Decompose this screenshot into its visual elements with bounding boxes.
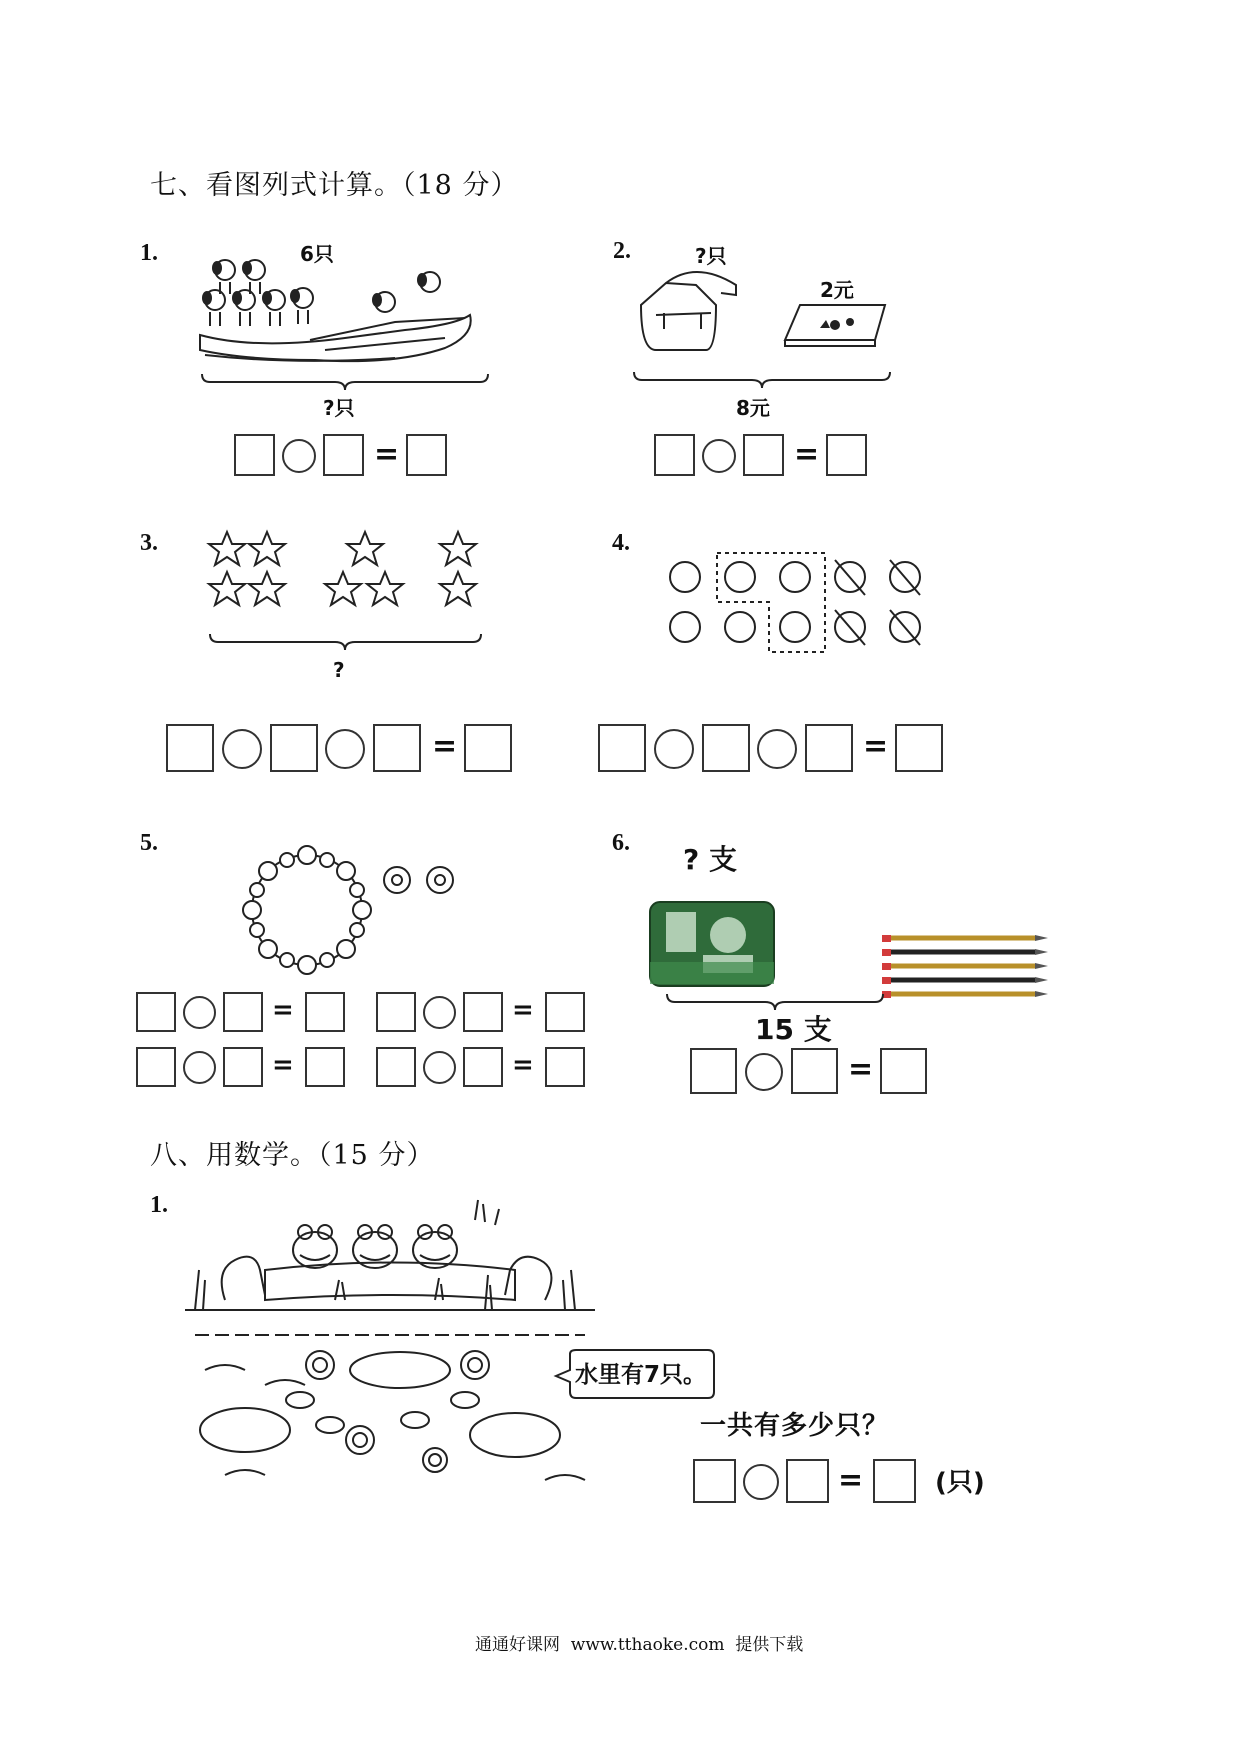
s8-q1-operand-box-1[interactable] — [693, 1459, 736, 1503]
section-8-title: 八、用数学。（15 分） — [150, 1140, 435, 1171]
q5-eq2-operand-box-1[interactable] — [376, 992, 416, 1032]
q5-eq3-operand-box-2[interactable] — [223, 1047, 263, 1087]
q2-equals-sign: = — [794, 437, 820, 472]
circles-illustration — [665, 545, 935, 655]
frogs-pond-illustration — [185, 1200, 605, 1490]
question-3-bottom-label: ? — [333, 658, 345, 682]
q5-eq2-equals-sign: = — [512, 995, 534, 1025]
question-2-eraser-label: 2元 — [820, 278, 854, 302]
q5-eq2-operator-circle[interactable] — [423, 996, 456, 1029]
q4-operand-box-2[interactable] — [702, 724, 750, 772]
question-1-brace — [200, 372, 490, 392]
dogs-boat-illustration — [195, 260, 485, 370]
q5-eq1-operand-box-2[interactable] — [223, 992, 263, 1032]
question-2-brace — [632, 370, 892, 392]
eraser-icon — [780, 300, 890, 350]
s8-q1-operand-box-2[interactable] — [786, 1459, 829, 1503]
q2-operand-box-2[interactable] — [743, 434, 784, 476]
question-3-brace — [208, 632, 483, 654]
q6-operand-box-2[interactable] — [791, 1048, 838, 1094]
speech-bubble-text: 水里有7只。 — [575, 1362, 707, 1388]
section-7-title: 七、看图列式计算。（18 分） — [150, 170, 519, 201]
q5-eq1-result-box[interactable] — [305, 992, 345, 1032]
q4-operator-circle-2[interactable] — [757, 729, 797, 769]
s8-q1-equals-sign: = — [838, 1463, 864, 1498]
q2-operator-circle[interactable] — [702, 439, 736, 473]
question-1-top-label: 6只 — [300, 242, 334, 266]
question-1-number: 1. — [140, 240, 158, 266]
q2-operand-box-1[interactable] — [654, 434, 695, 476]
q3-operator-circle-1[interactable] — [222, 729, 262, 769]
school-bag-icon — [636, 265, 746, 355]
q5-eq3-operand-box-1[interactable] — [136, 1047, 176, 1087]
q5-eq2-operand-box-2[interactable] — [463, 992, 503, 1032]
q6-equals-sign: = — [848, 1052, 874, 1087]
question-2-number: 2. — [613, 238, 631, 264]
q5-eq3-equals-sign: = — [272, 1050, 294, 1080]
question-5-number: 5. — [140, 830, 158, 856]
stars-illustration — [205, 528, 485, 608]
q3-operand-box-1[interactable] — [166, 724, 214, 772]
q3-result-box[interactable] — [464, 724, 512, 772]
question-3-number: 3. — [140, 530, 158, 556]
q1-equals-sign: = — [374, 437, 400, 472]
q6-result-box[interactable] — [880, 1048, 927, 1094]
s8-q1-result-box[interactable] — [873, 1459, 916, 1503]
question-1-bottom-label: ?只 — [323, 396, 355, 420]
q4-operand-box-1[interactable] — [598, 724, 646, 772]
s8-q1-unit-label: (只) — [935, 1468, 985, 1498]
q5-eq1-equals-sign: = — [272, 995, 294, 1025]
q3-equals-sign: = — [432, 729, 458, 764]
q5-eq3-result-box[interactable] — [305, 1047, 345, 1087]
q6-operand-box-1[interactable] — [690, 1048, 737, 1094]
q5-eq2-result-box[interactable] — [545, 992, 585, 1032]
question-6-number: 6. — [612, 830, 630, 856]
q4-operator-circle-1[interactable] — [654, 729, 694, 769]
question-2-bag-label: ?只 — [695, 244, 727, 268]
footer-text: 通通好课网 www.tthaoke.com 提供下载 — [475, 1635, 804, 1655]
s8-q1-operator-circle[interactable] — [743, 1464, 779, 1500]
question-2-bottom-label: 8元 — [736, 396, 770, 420]
q3-operator-circle-2[interactable] — [325, 729, 365, 769]
q5-eq1-operand-box-1[interactable] — [136, 992, 176, 1032]
q4-result-box[interactable] — [895, 724, 943, 772]
pencils-icon — [880, 930, 1050, 1005]
q5-eq4-operator-circle[interactable] — [423, 1051, 456, 1084]
section-8-question-1-number: 1. — [150, 1192, 168, 1218]
q5-eq4-equals-sign: = — [512, 1050, 534, 1080]
q2-result-box[interactable] — [826, 434, 867, 476]
q5-eq1-operator-circle[interactable] — [183, 996, 216, 1029]
pencil-box-icon — [648, 900, 778, 990]
q1-operand-box-2[interactable] — [323, 434, 364, 476]
q5-eq4-operand-box-1[interactable] — [376, 1047, 416, 1087]
section-8-question-text: 一共有多少只？ — [700, 1411, 890, 1441]
q1-operand-box-1[interactable] — [234, 434, 275, 476]
q6-operator-circle[interactable] — [745, 1053, 783, 1091]
q3-operand-box-2[interactable] — [270, 724, 318, 772]
q5-eq3-operator-circle[interactable] — [183, 1051, 216, 1084]
question-6-bottom-label: 15 支 — [755, 1013, 832, 1046]
question-6-top-label: ? 支 — [683, 843, 737, 876]
q4-equals-sign: = — [863, 729, 889, 764]
question-4-number: 4. — [612, 530, 630, 556]
q1-result-box[interactable] — [406, 434, 447, 476]
q4-operand-box-3[interactable] — [805, 724, 853, 772]
bead-ring-illustration — [232, 840, 472, 980]
q5-eq4-result-box[interactable] — [545, 1047, 585, 1087]
q1-operator-circle[interactable] — [282, 439, 316, 473]
q5-eq4-operand-box-2[interactable] — [463, 1047, 503, 1087]
q3-operand-box-3[interactable] — [373, 724, 421, 772]
